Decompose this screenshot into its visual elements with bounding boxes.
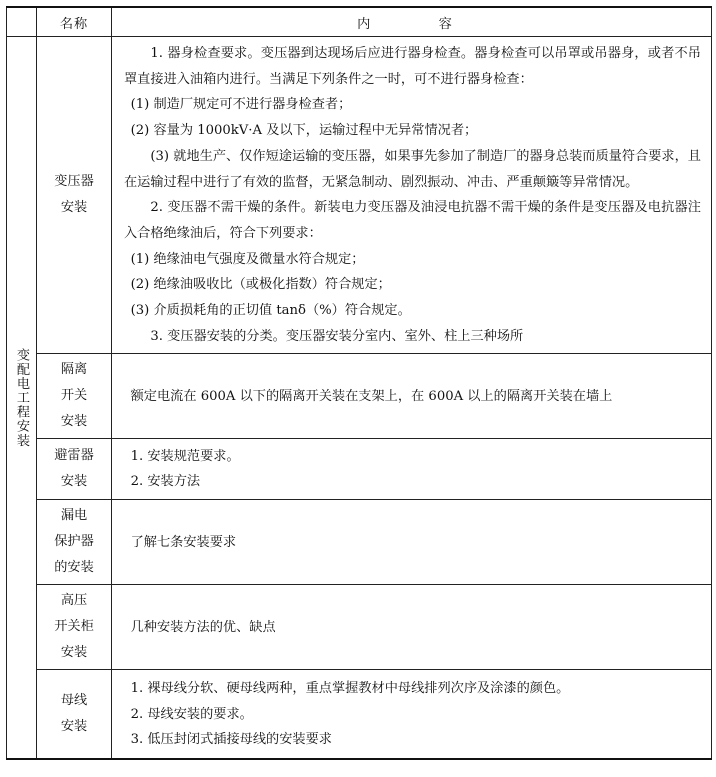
content-line: (2) 绝缘油吸收比（或极化指数）符合规定； <box>130 277 391 293</box>
category-cell: 变配电工程安装 <box>7 37 37 760</box>
row-name-line: 母线 <box>60 693 88 709</box>
row-name-line: 高压 <box>60 593 88 609</box>
row-name-line: 的安装 <box>54 560 94 576</box>
table-row <box>7 354 712 439</box>
row-name-line: 开关 <box>60 388 88 404</box>
row-name-line: 变压器 <box>54 174 94 190</box>
row-name-cell <box>37 500 112 585</box>
content-line: 3. 低压封闭式插接母线的安装要求 <box>130 732 332 748</box>
row-content-cell <box>112 439 712 500</box>
row-name-line: 安装 <box>60 200 88 216</box>
content-line: (1) 绝缘油电气强度及微量水符合规定； <box>130 251 365 267</box>
content-line: (2) 容量为 1000kV·A 及以下，运输过程中无异常情况者； <box>130 123 478 139</box>
row-content-cell <box>112 670 712 760</box>
table-row <box>7 37 712 354</box>
header-blank-cell <box>7 7 37 37</box>
content-table <box>6 6 712 760</box>
row-name-line: 安装 <box>60 414 88 430</box>
content-line: 1. 裸母线分软、硬母线两种，重点掌握教材中母线排列次序及涂漆的颜色。 <box>130 680 570 696</box>
row-name-line: 安装 <box>60 645 88 661</box>
content-line: 2. 母线安装的要求。 <box>130 706 253 722</box>
content-line: 3. 变压器安装的分类。变压器安装分室内、室外、柱上三种场所 <box>150 328 524 344</box>
content-line: 2. 安装方法 <box>130 474 201 490</box>
content-line: 了解七条安装要求 <box>130 534 237 550</box>
document-page <box>6 6 711 760</box>
row-name-cell <box>37 354 112 439</box>
content-line: 1. 器身检查要求。变压器到达现场后应进行器身检查。器身检查可以吊罩或吊器身，或者不吊罩直接进入油箱内进行。当满足下列条件之一时，可不进行器身检查： <box>124 46 701 87</box>
row-name-line: 漏电 <box>60 508 88 524</box>
content-line: 额定电流在 600A 以下的隔离开关装在支架上，在 600A 以上的隔离开关装在墙上 <box>130 388 613 404</box>
row-content-cell <box>112 500 712 585</box>
row-name-line: 避雷器 <box>54 448 94 464</box>
row-content-cell <box>112 354 712 439</box>
content-line: 几种安装方法的优、缺点 <box>130 619 276 635</box>
table-row <box>7 439 712 500</box>
row-name-line: 隔离 <box>60 362 88 378</box>
row-name-cell <box>37 439 112 500</box>
row-name-line: 保护器 <box>54 534 94 550</box>
row-name-cell <box>37 37 112 354</box>
content-line: 1. 安装规范要求。 <box>130 448 240 464</box>
row-name-cell <box>37 670 112 760</box>
row-name-cell <box>37 585 112 670</box>
content-line: (3) 就地生产、仅作短途运输的变压器，如果事先参加了制造厂的器身总装而质量符合要求，且在运输过程中进行了有效的监督，无紧急制动、剧烈振动、冲击、严重颠簸等异常情况。 <box>124 148 701 190</box>
header-name: 名称 <box>37 7 112 37</box>
row-name-line: 开关柜 <box>54 619 94 635</box>
table-row <box>7 500 712 585</box>
row-name-line: 安装 <box>60 474 88 490</box>
row-content-cell <box>112 37 712 354</box>
row-content-cell <box>112 585 712 670</box>
header-content: 内 容 <box>112 7 712 37</box>
row-name-line: 安装 <box>60 719 88 735</box>
table-row <box>7 670 712 760</box>
content-line: (3) 介质损耗角的正切值 tanδ（%）符合规定。 <box>130 303 411 319</box>
table-row <box>7 585 712 670</box>
content-line: (1) 制造厂规定可不进行器身检查者； <box>130 97 352 113</box>
header-row <box>7 7 712 37</box>
content-line: 2. 变压器不需干燥的条件。新装电力变压器及油浸电抗器不需干燥的条件是变压器及电抗器注入合格绝缘油后，符合下列要求： <box>124 200 701 241</box>
